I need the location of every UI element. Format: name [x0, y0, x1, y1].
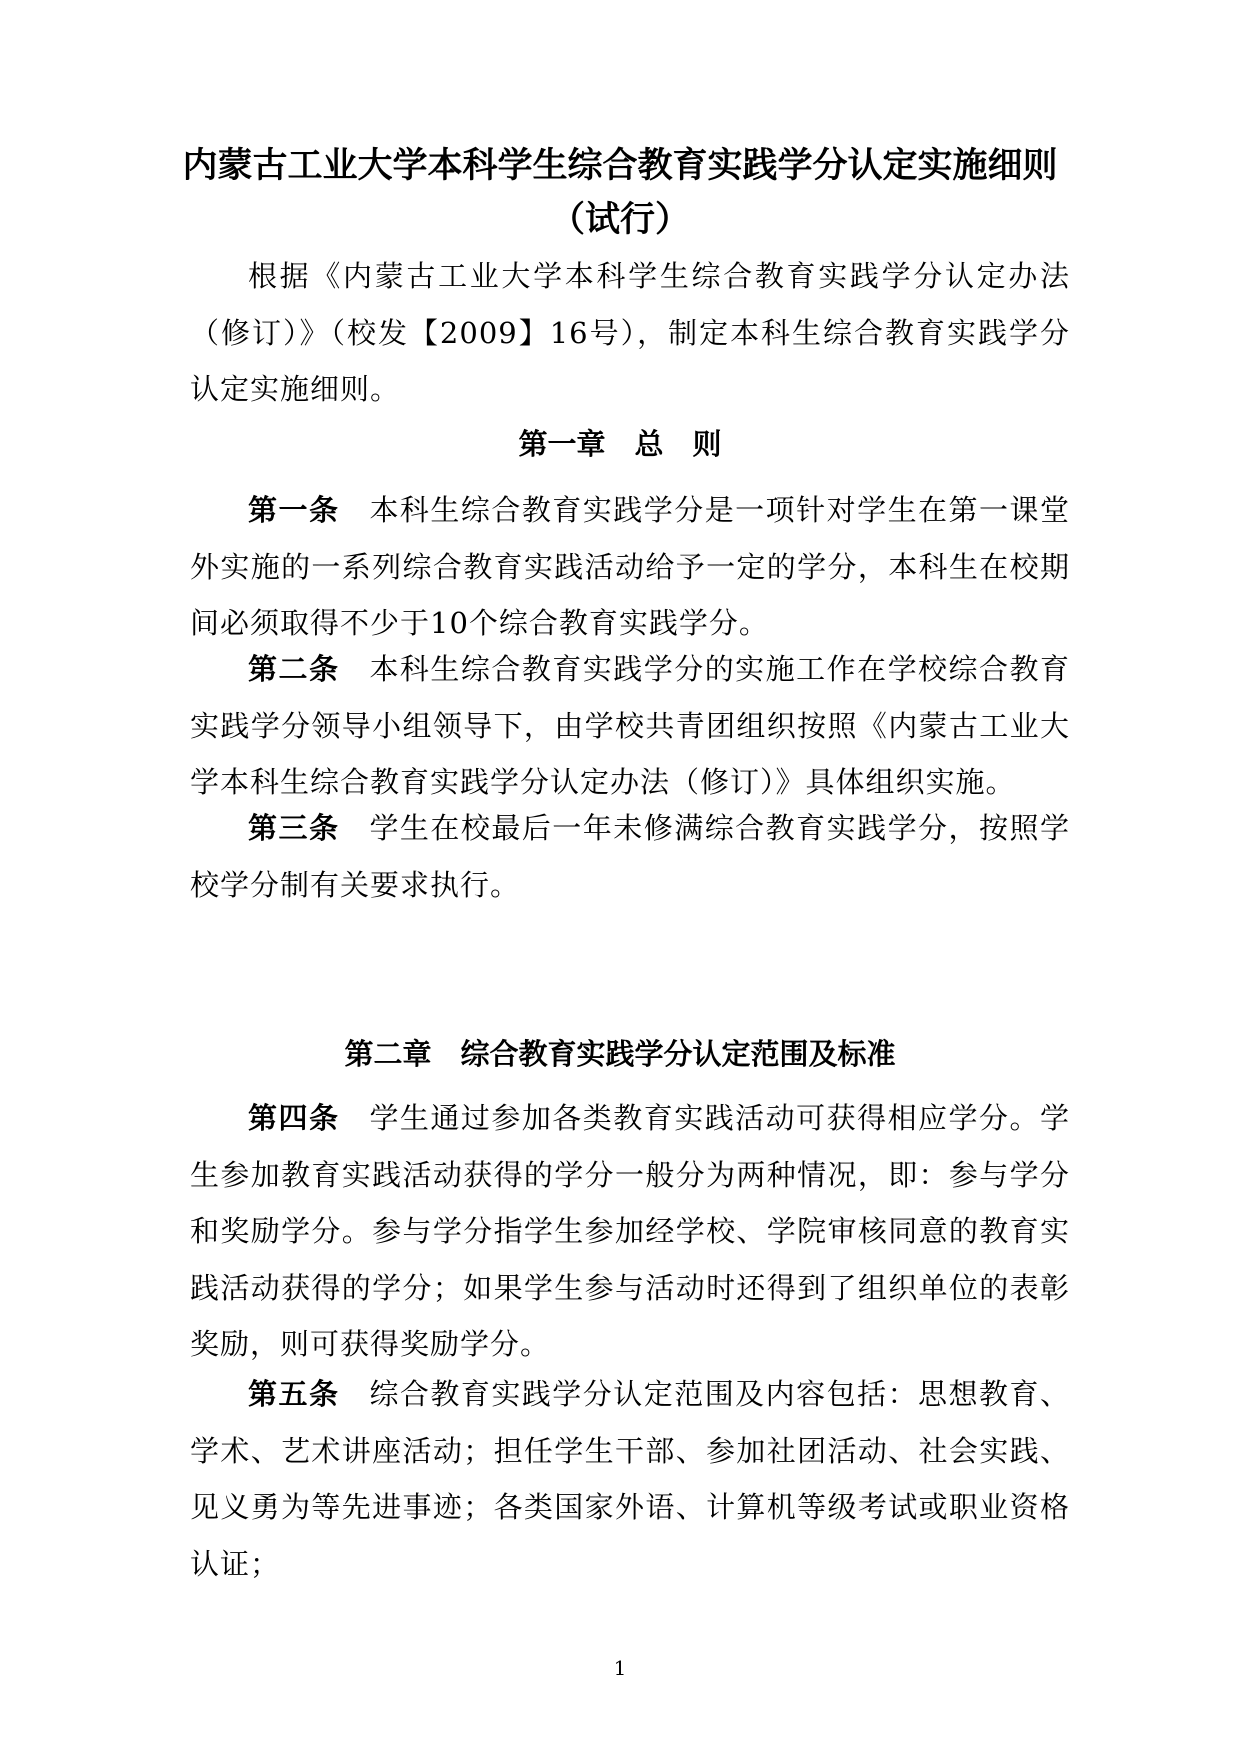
- page-number: 1: [613, 1656, 627, 1680]
- chapter-1-heading: 第一章 总 则: [518, 427, 722, 461]
- article-3-text: 学生在校最后一年未修满综合教育实践学分，按照学校学分制有关要求执行。: [190, 811, 1070, 902]
- article-1-text: 本科生综合教育实践学分是一项针对学生在第一课堂外实施的一系列综合教育实践活动给予一定的学分，本科生在校期间必须取得不少于10个综合教育实践学分。: [190, 493, 1070, 640]
- article-2-label: 第二条: [248, 652, 340, 686]
- article-1: [190, 482, 1070, 652]
- intro-paragraph: 根据《内蒙古工业大学本科学生综合教育实践学分认定办法（修订）》（校发【2009】16号），制定本科生综合教育实践学分认定实施细则。: [190, 259, 1070, 406]
- article-3: [190, 800, 1070, 913]
- article-4: [190, 1090, 1070, 1373]
- article-4-text: 学生通过参加各类教育实践活动可获得相应学分。学生参加教育实践活动获得的学分一般分为两种情况，即：参与学分和奖励学分。参与学分指学生参加经学校、学院审核同意的教育实践活动获得的学分；如果学生参与活动时还得到了组织单位的表彰奖励，则可获得奖励学分。: [190, 1101, 1070, 1361]
- chapter-2-heading: 第二章 综合教育实践学分认定范围及标准: [344, 1037, 896, 1071]
- article-5-label: 第五条: [248, 1377, 340, 1411]
- article-2: [190, 641, 1070, 811]
- article-3-label: 第三条: [248, 811, 340, 845]
- article-5-text: 综合教育实践学分认定范围及内容包括：思想教育、学术、艺术讲座活动；担任学生干部、参加社团活动、社会实践、见义勇为等先进事迹；各类国家外语、计算机等级考试或职业资格认证；: [190, 1377, 1070, 1581]
- document-subtitle: （试行）: [549, 200, 690, 240]
- article-2-text: 本科生综合教育实践学分的实施工作在学校综合教育实践学分领导小组领导下，由学校共青团组织按照《内蒙古工业大学本科生综合教育实践学分认定办法（修订）》具体组织实施。: [190, 652, 1070, 799]
- article-4-label: 第四条: [248, 1101, 340, 1135]
- article-5: [190, 1366, 1070, 1592]
- document-title: 内蒙古工业大学本科学生综合教育实践学分认定实施细则: [182, 146, 1058, 186]
- article-1-label: 第一条: [248, 493, 340, 527]
